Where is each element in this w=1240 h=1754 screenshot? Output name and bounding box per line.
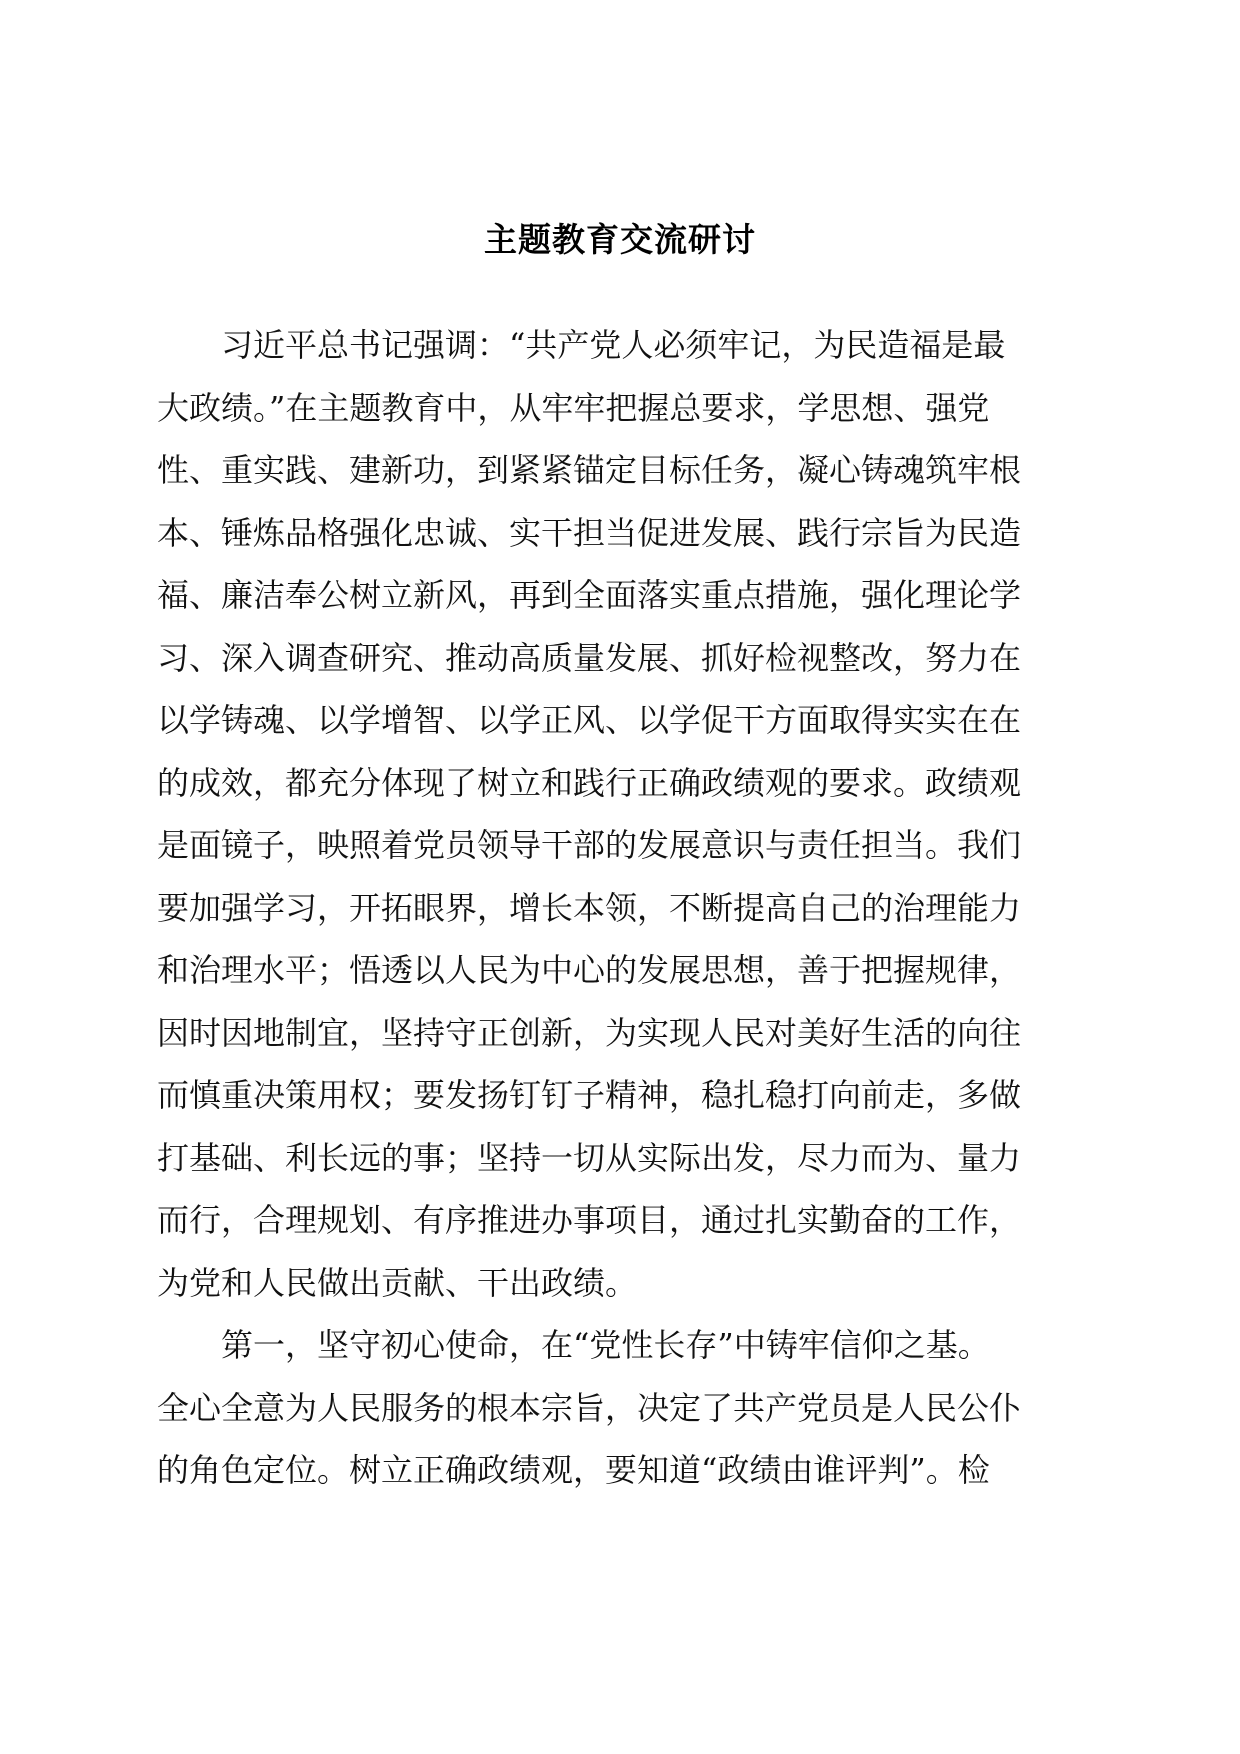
body-line: 是面镜子，映照着党员领导干部的发展意识与责任担当。我们 xyxy=(157,826,1022,864)
body-line: 习近平总书记强调：“共产党人必须牢记，为民造福是最 xyxy=(157,326,1006,364)
body-line: 大政绩。”在主题教育中，从牢牢把握总要求，学思想、强党 xyxy=(157,388,990,427)
body-line: 习、深入调查研究、推动高质量发展、抓好检视整改，努力在 xyxy=(157,638,1022,677)
body-line: 而行，合理规划、有序推进办事项目，通过扎实勤奋的工作， xyxy=(157,1201,1022,1239)
body-line: 打基础、利长远的事；坚持一切从实际出发，尽力而为、量力 xyxy=(157,1138,1022,1177)
document-body xyxy=(157,314,1083,1502)
body-line: 的角色定位。树立正确政绩观，要知道“政绩由谁评判”。检 xyxy=(157,1451,990,1489)
body-line: 而慎重决策用权；要发扬钉钉子精神，稳扎稳打向前走，多做 xyxy=(157,1076,1022,1114)
body-line: 全心全意为人民服务的根本宗旨，决定了共产党员是人民公仆 xyxy=(157,1388,1022,1427)
body-line: 的成效，都充分体现了树立和践行正确政绩观的要求。政绩观 xyxy=(157,763,1022,802)
body-line: 要加强学习，开拓眼界，增长本领，不断提高自己的治理能力 xyxy=(157,888,1022,927)
body-line: 性、重实践、建新功，到紧紧锚定目标任务，凝心铸魂筑牢根 xyxy=(157,451,1022,489)
body-line: 因时因地制宜，坚持守正创新，为实现人民对美好生活的向往 xyxy=(157,1013,1022,1052)
body-line: 以学铸魂、以学增智、以学正风、以学促干方面取得实实在在 xyxy=(157,701,1022,739)
body-line: 为党和人民做出贡献、干出政绩。 xyxy=(157,1263,638,1302)
document-title: 主题教育交流研讨 xyxy=(484,220,756,259)
body-line: 第一，坚守初心使命，在“党性长存”中铸牢信仰之基。 xyxy=(157,1326,990,1364)
body-line: 和治理水平；悟透以人民为中心的发展思想，善于把握规律， xyxy=(157,951,1022,989)
body-line: 福、廉洁奉公树立新风，再到全面落实重点措施，强化理论学 xyxy=(157,576,1022,614)
body-line: 本、锤炼品格强化忠诚、实干担当促进发展、践行宗旨为民造 xyxy=(157,513,1022,552)
